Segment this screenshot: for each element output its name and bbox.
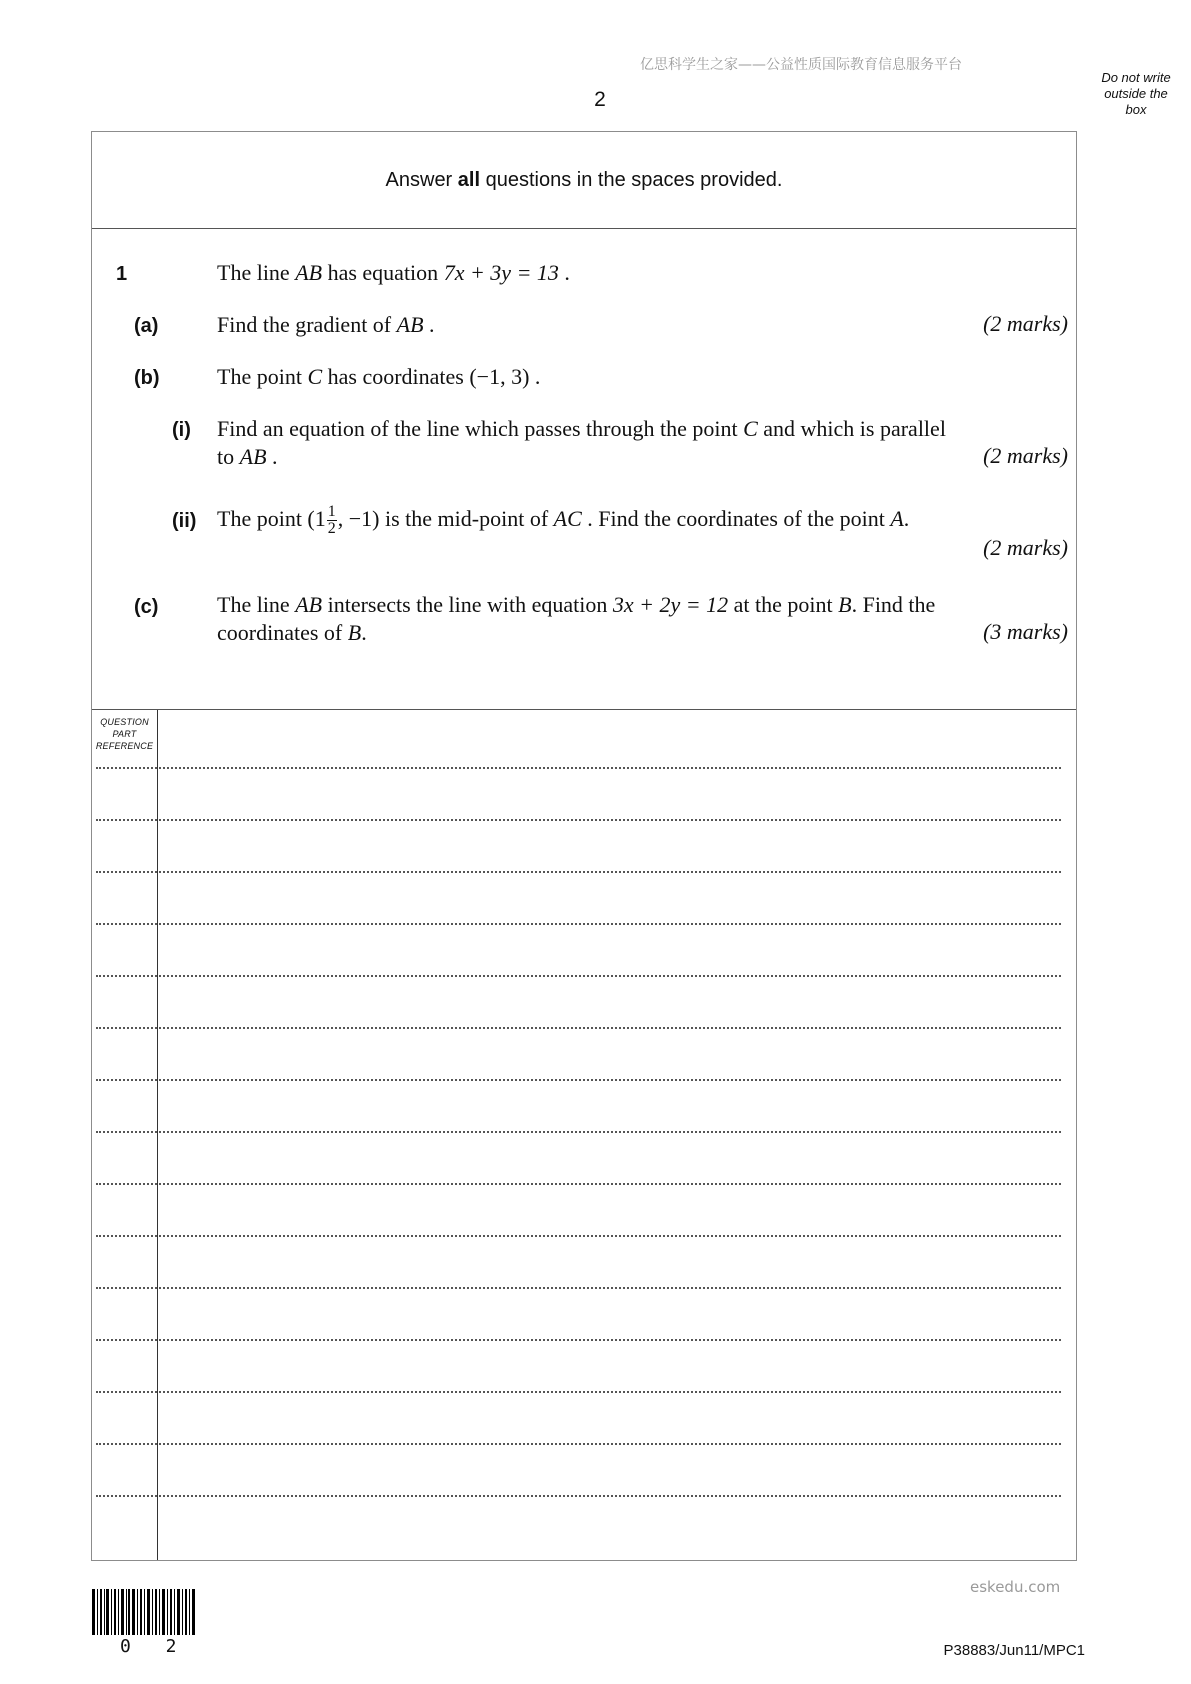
margin-note-line: box <box>1125 102 1147 117</box>
part-c-text <box>217 591 1037 647</box>
answer-line[interactable] <box>96 1287 1061 1289</box>
part-b-text <box>217 363 1037 391</box>
part-b-coords: has coordinates (−1, 3) . <box>322 364 541 389</box>
fraction-numerator: 1 <box>327 503 336 521</box>
question-part-reference-label <box>92 716 157 752</box>
part-b-i-text-b: and which is parallel <box>757 416 946 441</box>
answer-line[interactable] <box>96 1079 1061 1081</box>
part-c-math: AB <box>295 592 323 617</box>
part-c-math: B <box>838 592 852 617</box>
answer-line[interactable] <box>96 1391 1061 1393</box>
reference-label-line: QUESTION <box>100 717 149 727</box>
part-b-ii-math: AC <box>553 506 582 531</box>
answer-line[interactable] <box>96 923 1061 925</box>
answer-line[interactable] <box>96 871 1061 873</box>
answer-line[interactable] <box>96 767 1061 769</box>
answer-line[interactable] <box>96 1183 1061 1185</box>
part-b-i-line <box>217 415 1037 443</box>
part-b-label: (b) <box>134 367 160 389</box>
part-c-label: (c) <box>134 596 159 618</box>
reference-column-divider <box>157 710 158 1560</box>
part-b-question: The point <box>217 364 308 389</box>
part-a-question: Find the gradient of <box>217 312 397 337</box>
part-c-math: B <box>347 620 362 645</box>
question-stem <box>217 259 1037 287</box>
stem-math: AB <box>295 260 323 285</box>
part-b-ii-marks: (2 marks) <box>983 535 1068 560</box>
barcode-icon <box>92 1589 196 1635</box>
part-b-ii-text-c: . Find the coordinates of the point <box>581 506 891 531</box>
fraction-denominator: 2 <box>327 520 336 538</box>
answer-writing-area[interactable] <box>92 710 1076 1560</box>
margin-note <box>1092 70 1180 118</box>
part-c-text-f: . <box>361 620 367 645</box>
part-a-text <box>217 311 1037 339</box>
part-b-ii-math: A <box>890 506 904 531</box>
part-a-label: (a) <box>134 315 159 337</box>
part-c-line <box>217 619 1037 647</box>
part-b-i-math: AB <box>239 444 267 469</box>
instruction-bold: all <box>457 169 481 191</box>
reference-label-line: REFERENCE <box>95 741 154 751</box>
instruction-text: Answer <box>385 169 458 191</box>
part-b-i-text <box>217 415 1037 471</box>
question-number: 1 <box>116 263 128 285</box>
reference-label-line: PART <box>112 729 137 739</box>
instruction-text-end: questions in the spaces provided. <box>480 169 783 191</box>
part-b-i-label: (i) <box>172 419 191 441</box>
answer-line[interactable] <box>96 1131 1061 1133</box>
part-c-text-e: coordinates of <box>217 620 348 645</box>
stem-equation: 7x + 3y = 13 <box>443 260 559 285</box>
header-watermark: 亿思科学生之家——公益性质国际教育信息服务平台 <box>640 57 962 73</box>
barcode-digits: 0 2 <box>120 1636 189 1657</box>
part-b-i-math: C <box>743 416 758 441</box>
answer-line[interactable] <box>96 1495 1061 1497</box>
stem-text: has equation <box>322 260 444 285</box>
part-b-i-text-a: Find an equation of the line which passes through the point <box>217 416 744 441</box>
paper-reference: P38883/Jun11/MPC1 <box>943 1642 1085 1659</box>
part-a-math: AB <box>396 312 424 337</box>
instruction-box <box>92 132 1076 229</box>
answer-line[interactable] <box>96 1443 1061 1445</box>
part-b-i-text-c: to <box>217 444 240 469</box>
part-a-end: . <box>423 312 435 337</box>
part-b-ii-text-a: The point (1 <box>217 506 326 531</box>
part-c-text-c: at the point <box>728 592 839 617</box>
part-c-line <box>217 591 1037 619</box>
stem-text: . <box>558 260 570 285</box>
part-b-ii-text-b: , −1) is the mid-point of <box>337 506 554 531</box>
footer-watermark: eskedu.com <box>970 1578 1061 1596</box>
answer-line[interactable] <box>96 975 1061 977</box>
part-b-ii-label: (ii) <box>172 510 197 532</box>
part-c-text-d: . Find the <box>851 592 936 617</box>
part-c-text-b: intersects the line with equation <box>322 592 613 617</box>
part-c-equation: 3x + 2y = 12 <box>612 592 729 617</box>
part-b-ii-text <box>217 499 1037 539</box>
part-b-ii-text-d: . <box>903 506 910 531</box>
part-b-math: C <box>307 364 323 389</box>
margin-note-line: Do not write <box>1101 70 1171 85</box>
margin-note-line: outside the <box>1104 86 1168 101</box>
stem-text: The line <box>217 260 296 285</box>
answer-frame <box>91 131 1077 1561</box>
part-b-i-marks: (2 marks) <box>983 443 1068 468</box>
answer-line[interactable] <box>96 819 1061 821</box>
fraction-half <box>327 504 337 537</box>
part-c-text-a: The line <box>217 592 296 617</box>
answer-line[interactable] <box>96 1339 1061 1341</box>
part-b-i-text-d: . <box>266 444 278 469</box>
part-a-marks: (2 marks) <box>983 311 1068 336</box>
answer-line[interactable] <box>96 1027 1061 1029</box>
page-number: 2 <box>594 88 606 111</box>
part-c-marks: (3 marks) <box>983 619 1068 644</box>
answer-line[interactable] <box>96 1235 1061 1237</box>
part-b-i-line <box>217 443 1037 471</box>
question-area <box>92 229 1076 710</box>
